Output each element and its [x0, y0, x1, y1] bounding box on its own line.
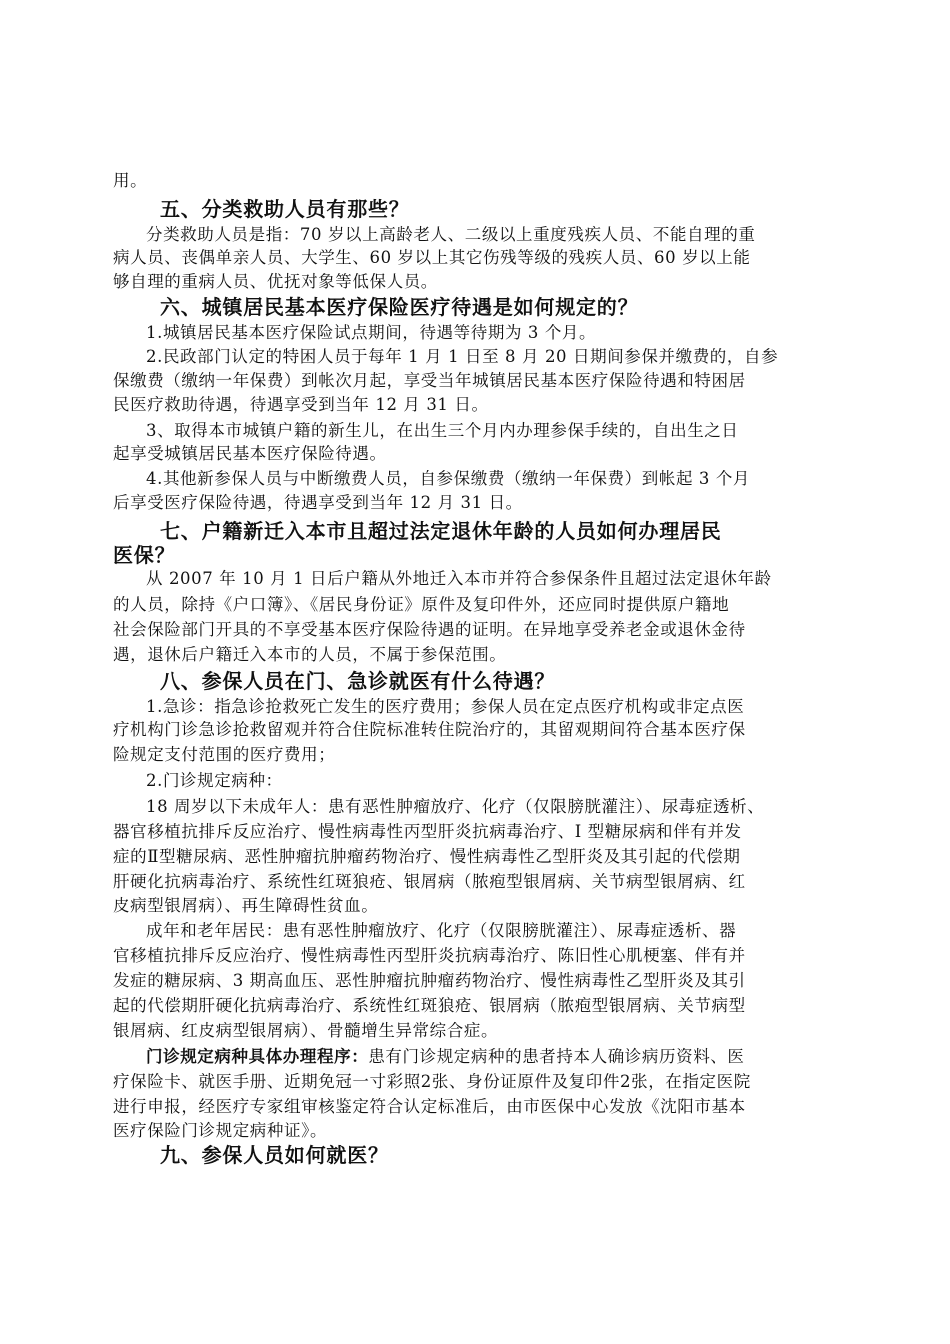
paragraph-line: 成年和老年居民：患有恶性肿瘤放疗、化疗（仅限膀胱灌注）、尿毒症透析、器 [146, 921, 737, 940]
paragraph-line: 症的Ⅱ型糖尿病、恶性肿瘤抗肿瘤药物治疗、慢性病毒性乙型肝炎及其引起的代偿期 [113, 847, 741, 866]
paragraph-line: 从 2007 年 10 月 1 日后户籍从外地迁入本市并符合参保条件且超过法定退休年龄 [146, 569, 772, 588]
paragraph-line: 医疗保险门诊规定病种证》。 [113, 1121, 328, 1140]
section-heading-6: 六、城镇居民基本医疗保险医疗待遇是如何规定的？ [160, 295, 639, 319]
paragraph-line: 皮病型银屑病）、再生障碍性贫血。 [113, 896, 379, 915]
paragraph-line: 1.急诊：指急诊抢救死亡发生的医疗费用；参保人员在定点医疗机构或非定点医 [146, 697, 745, 716]
paragraph-line: 2.民政部门认定的特困人员于每年 1 月 1 日至 8 月 20 日期间参保并缴费的，自参 [146, 347, 779, 366]
paragraph-line: 病人员、丧偶单亲人员、大学生、60 岁以上其它伤残等级的残疾人员、60 岁以上能 [113, 248, 751, 267]
paragraph-line: 遇，退休后户籍迁入本市的人员，不属于参保范围。 [113, 645, 507, 664]
paragraph-line: 疗保险卡、就医手册、近期免冠一寸彩照2张、身份证原件及复印件2张，在指定医院 [113, 1072, 751, 1091]
paragraph-line: 银屑病、红皮病型银屑病）、骨髓增生异常综合症。 [113, 1021, 499, 1040]
section-heading-9: 九、参保人员如何就医？ [160, 1143, 389, 1167]
paragraph-line: 的人员，除持《户口簿》、《居民身份证》原件及复印件外，还应同时提供原户籍地 [113, 595, 730, 614]
paragraph-line: 民医疗救助待遇，待遇享受到当年 12 月 31 日。 [113, 395, 489, 414]
paragraph-line: 3、取得本市城镇户籍的新生儿，在出生三个月内办理参保手续的，自出生之日 [146, 421, 739, 440]
procedure-label: 门诊规定病种具体办理程序： [146, 1047, 369, 1066]
paragraph-line: 器官移植抗排斥反应治疗、慢性病毒性丙型肝炎抗病毒治疗、I 型糖尿病和伴有并发 [113, 822, 742, 841]
paragraph-line: 起的代偿期肝硬化抗病毒治疗、系统性红斑狼疮、银屑病（脓疱型银屑病、关节病型 [113, 996, 746, 1015]
section-heading-7-cont: 医保？ [113, 543, 176, 567]
paragraph-line: 官移植抗排斥反应治疗、慢性病毒性丙型肝炎抗病毒治疗、陈旧性心肌梗塞、伴有并 [113, 946, 746, 965]
paragraph-line: 起享受城镇居民基本医疗保险待遇。 [113, 444, 387, 463]
paragraph-line: 够自理的重病人员、优抚对象等低保人员。 [113, 272, 438, 291]
paragraph-line: 后享受医疗保险待遇，待遇享受到当年 12 月 31 日。 [113, 493, 523, 512]
paragraph-line: 4.其他新参保人员与中断缴费人员，自参保缴费（缴纳一年保费）到帐起 3 个月 [146, 469, 751, 488]
paragraph-line: 肝硬化抗病毒治疗、系统性红斑狼疮、银屑病（脓疱型银屑病、关节病型银屑病、红 [113, 872, 746, 891]
section-heading-7: 七、户籍新迁入本市且超过法定退休年龄的人员如何办理居民 [160, 519, 722, 543]
paragraph-line: 2.门诊规定病种： [146, 771, 283, 790]
paragraph-line: 用。 [113, 171, 148, 190]
paragraph-line: 1.城镇居民基本医疗保险试点期间，待遇等待期为 3 个月。 [146, 323, 597, 342]
paragraph-line [146, 1046, 876, 1068]
paragraph-line: 发症的糖尿病、3 期高血压、恶性肿瘤抗肿瘤药物治疗、慢性病毒性乙型肝炎及其引 [113, 971, 746, 990]
paragraph-line: 社会保险部门开具的不享受基本医疗保险待遇的证明。在异地享受养老金或退休金待 [113, 620, 746, 639]
section-heading-5: 五、分类救助人员有那些？ [160, 197, 410, 221]
procedure-text: 患有门诊规定病种的患者持本人确诊病历资料、医 [368, 1047, 745, 1066]
paragraph-line: 保缴费（缴纳一年保费）到帐次月起，享受当年城镇居民基本医疗保险待遇和特困居 [113, 371, 746, 390]
paragraph-line: 进行申报，经医疗专家组审核鉴定符合认定标准后，由市医保中心发放《沈阳市基本 [113, 1097, 746, 1116]
paragraph-line: 疗机构门诊急诊抢救留观并符合住院标准转住院治疗的，其留观期间符合基本医疗保 [113, 720, 746, 739]
paragraph-line: 险规定支付范围的医疗费用； [113, 745, 336, 764]
paragraph-line: 分类救助人员是指：70 岁以上高龄老人、二级以上重度残疾人员、不能自理的重 [146, 225, 756, 244]
section-heading-8: 八、参保人员在门、急诊就医有什么待遇？ [160, 669, 556, 693]
paragraph-line: 18 周岁以下未成年人：患有恶性肿瘤放疗、化疗（仅限膀胱灌注）、尿毒症透析、 [146, 797, 765, 816]
